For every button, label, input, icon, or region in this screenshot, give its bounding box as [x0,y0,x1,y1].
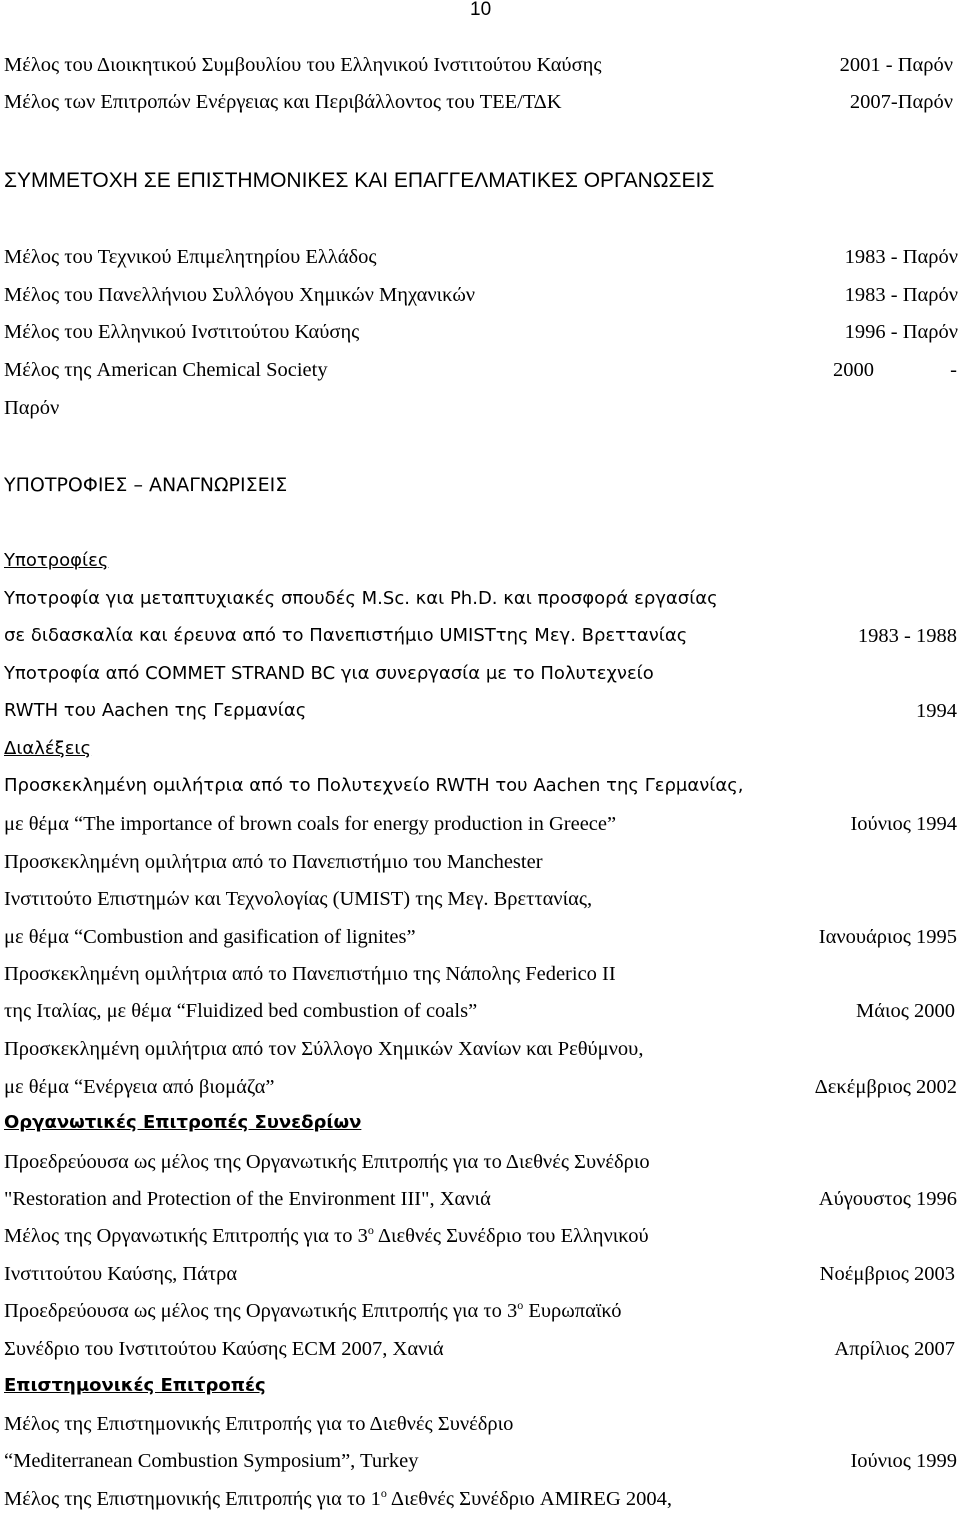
organizing-title: Οργανωτικές Επιτροπές Συνεδρίων [4,1112,362,1133]
organizing-3-line-2: Συνέδριο του Ινστιτούτου Καύσης ECM 2007, Χανιά [4,1338,444,1360]
organizing-2-date: Νοέμβριος 2003 [819,1263,955,1285]
scientific-2-superscript: ο [380,1486,387,1500]
membership-item-1-date: 1983 - Παρόν [844,246,958,268]
organizing-1-date: Αύγουστος 1996 [818,1188,957,1210]
lecture-1-date: Ιούνιος 1994 [850,813,957,835]
lectures-title: Διαλέξεις [4,738,92,759]
membership-item-acs: Μέλος της American Chemical Society [4,359,328,381]
scientific-1-line-2: “Mediterranean Combustion Symposium”, Turkey [4,1450,419,1472]
organizing-2-line-2: Ινστιτούτου Καύσης, Πάτρα [4,1263,238,1285]
lecture-4-date: Δεκέμβριος 2002 [814,1076,957,1098]
page-number: 10 [470,0,492,20]
lecture-1-line-2: με θέμα “The importance of brown coals for energy production in Greece” [4,813,617,835]
lecture-4-line-2: με θέμα “Ενέργεια από βιομάζα” [4,1076,275,1098]
board-item-2: Μέλος των Επιτροπών Ενέργειας και Περιβάλλοντος του ΤΕΕ/ΤΔΚ [4,91,562,113]
lecture-3-line-1: Προσκεκλημένη ομιλήτρια από το Πανεπιστήμιο της Νάπολης Federico II [4,963,616,985]
lecture-2-line-2: Ινστιτούτο Επιστημών και Τεχνολογίας (UMIST) της Μεγ. Βρεττανίας, [4,888,593,910]
lecture-3-date: Μάιος 2000 [856,1000,955,1022]
lecture-4-line-1: Προσκεκλημένη ομιλήτρια από τον Σύλλογο Χημικών Χανίων και Ρεθύμνου, [4,1038,644,1060]
membership-item-3-date: 1996 - Παρόν [844,321,958,343]
lecture-2-date: Ιανουάριος 1995 [818,926,957,948]
membership-item-2-date: 1983 - Παρόν [844,284,958,306]
organizing-3-line-1-a: Προεδρεύουσα ως μέλος της Οργανωτικής Επιτροπής για το 3 [4,1300,518,1322]
organizing-2-line-1 [4,1223,649,1247]
lecture-3-line-2: της Ιταλίας, με θέμα “Fluidized bed combustion of coals” [4,1000,478,1022]
organizing-3-superscript: ο [517,1298,524,1312]
organizing-1-line-2: "Restoration and Protection of the Environment III", Χανιά [4,1188,491,1210]
organizing-2-line-1-b: Διεθνές Συνέδριο του Ελληνικού [373,1225,649,1247]
organizing-2-superscript: ο [367,1223,374,1237]
scholarship-2-date: 1994 [916,700,957,722]
board-item-2-date: 2007-Παρόν [849,91,953,113]
board-item-1: Μέλος του Διοικητικού Συμβουλίου του Ελληνικού Ινστιτούτου Καύσης [4,54,602,76]
scientific-2-line-1 [4,1486,673,1510]
scholarship-2-line-2: RWTH του Aachen της Γερμανίας [4,700,307,721]
organizing-3-line-1-b: Ευρωπαϊκό [523,1300,622,1322]
membership-acs-dash: - [950,359,957,381]
lecture-2-line-3: με θέμα “Combustion and gasification of lignites” [4,926,416,948]
awards-heading: ΥΠΟΤΡΟΦΙΕΣ – ΑΝΑΓΝΩΡΙΣΕΙΣ [4,474,288,496]
scientific-2-line-1-b: Διεθνές Συνέδριο AMIREG 2004, [386,1488,673,1510]
organizing-3-date: Απρίλιος 2007 [834,1338,955,1360]
membership-item-1: Μέλος του Τεχνικού Επιμελητηρίου Ελλάδος [4,246,377,268]
memberships-heading: ΣΥΜΜΕΤΟΧΗ ΣΕ ΕΠΙΣΤΗΜΟΝΙΚΕΣ ΚΑΙ ΕΠΑΓΓΕΛΜΑΤΙΚΕΣ ΟΡΓΑΝΩΣΕΙΣ [4,169,715,192]
membership-item-3: Μέλος του Ελληνικού Ινστιτούτου Καύσης [4,321,360,343]
membership-acs-year: 2000 [833,359,874,381]
scholarships-title: Υποτροφίες [4,550,109,571]
scientific-1-line-1: Μέλος της Επιστημονικής Επιτροπής για το Διεθνές Συνέδριο [4,1413,514,1435]
board-item-1-date: 2001 - Παρόν [839,54,953,76]
lecture-1-line-1: Προσκεκλημένη ομιλήτρια από το Πολυτεχνείο RWTH του Aachen της Γερμανίας, [4,775,744,796]
scholarship-1-line-1: Υποτροφία για μεταπτυχιακές σπουδές M.Sc. και Ph.D. και προσφορά εργασίας [4,588,718,609]
lecture-2-line-1: Προσκεκλημένη ομιλήτρια από το Πανεπιστήμιο του Manchester [4,851,543,873]
membership-item-2: Μέλος του Πανελλήνιου Συλλόγου Χημικών Μηχανικών [4,284,476,306]
membership-acs-continuation: Παρόν [4,397,60,419]
scientific-title: Επιστημονικές Επιτροπές [4,1375,266,1396]
organizing-3-line-1 [4,1298,622,1322]
organizing-1-line-1: Προεδρεύουσα ως μέλος της Οργανωτικής Επιτροπής για το Διεθνές Συνέδριο [4,1151,650,1173]
scientific-1-date: Ιούνιος 1999 [850,1450,957,1472]
scholarship-1-date: 1983 - 1988 [857,625,957,647]
scholarship-2-line-1: Υποτροφία από COMMET STRAND BC για συνεργασία με το Πολυτεχνείο [4,663,654,684]
scholarship-1-line-2: σε διδασκαλία και έρευνα από το Πανεπιστήμιο UMISTτης Μεγ. Βρεττανίας [4,625,688,646]
scientific-2-line-1-a: Μέλος της Επιστημονικής Επιτροπής για το 1 [4,1488,381,1510]
organizing-2-line-1-a: Μέλος της Οργανωτικής Επιτροπής για το 3 [4,1225,368,1247]
